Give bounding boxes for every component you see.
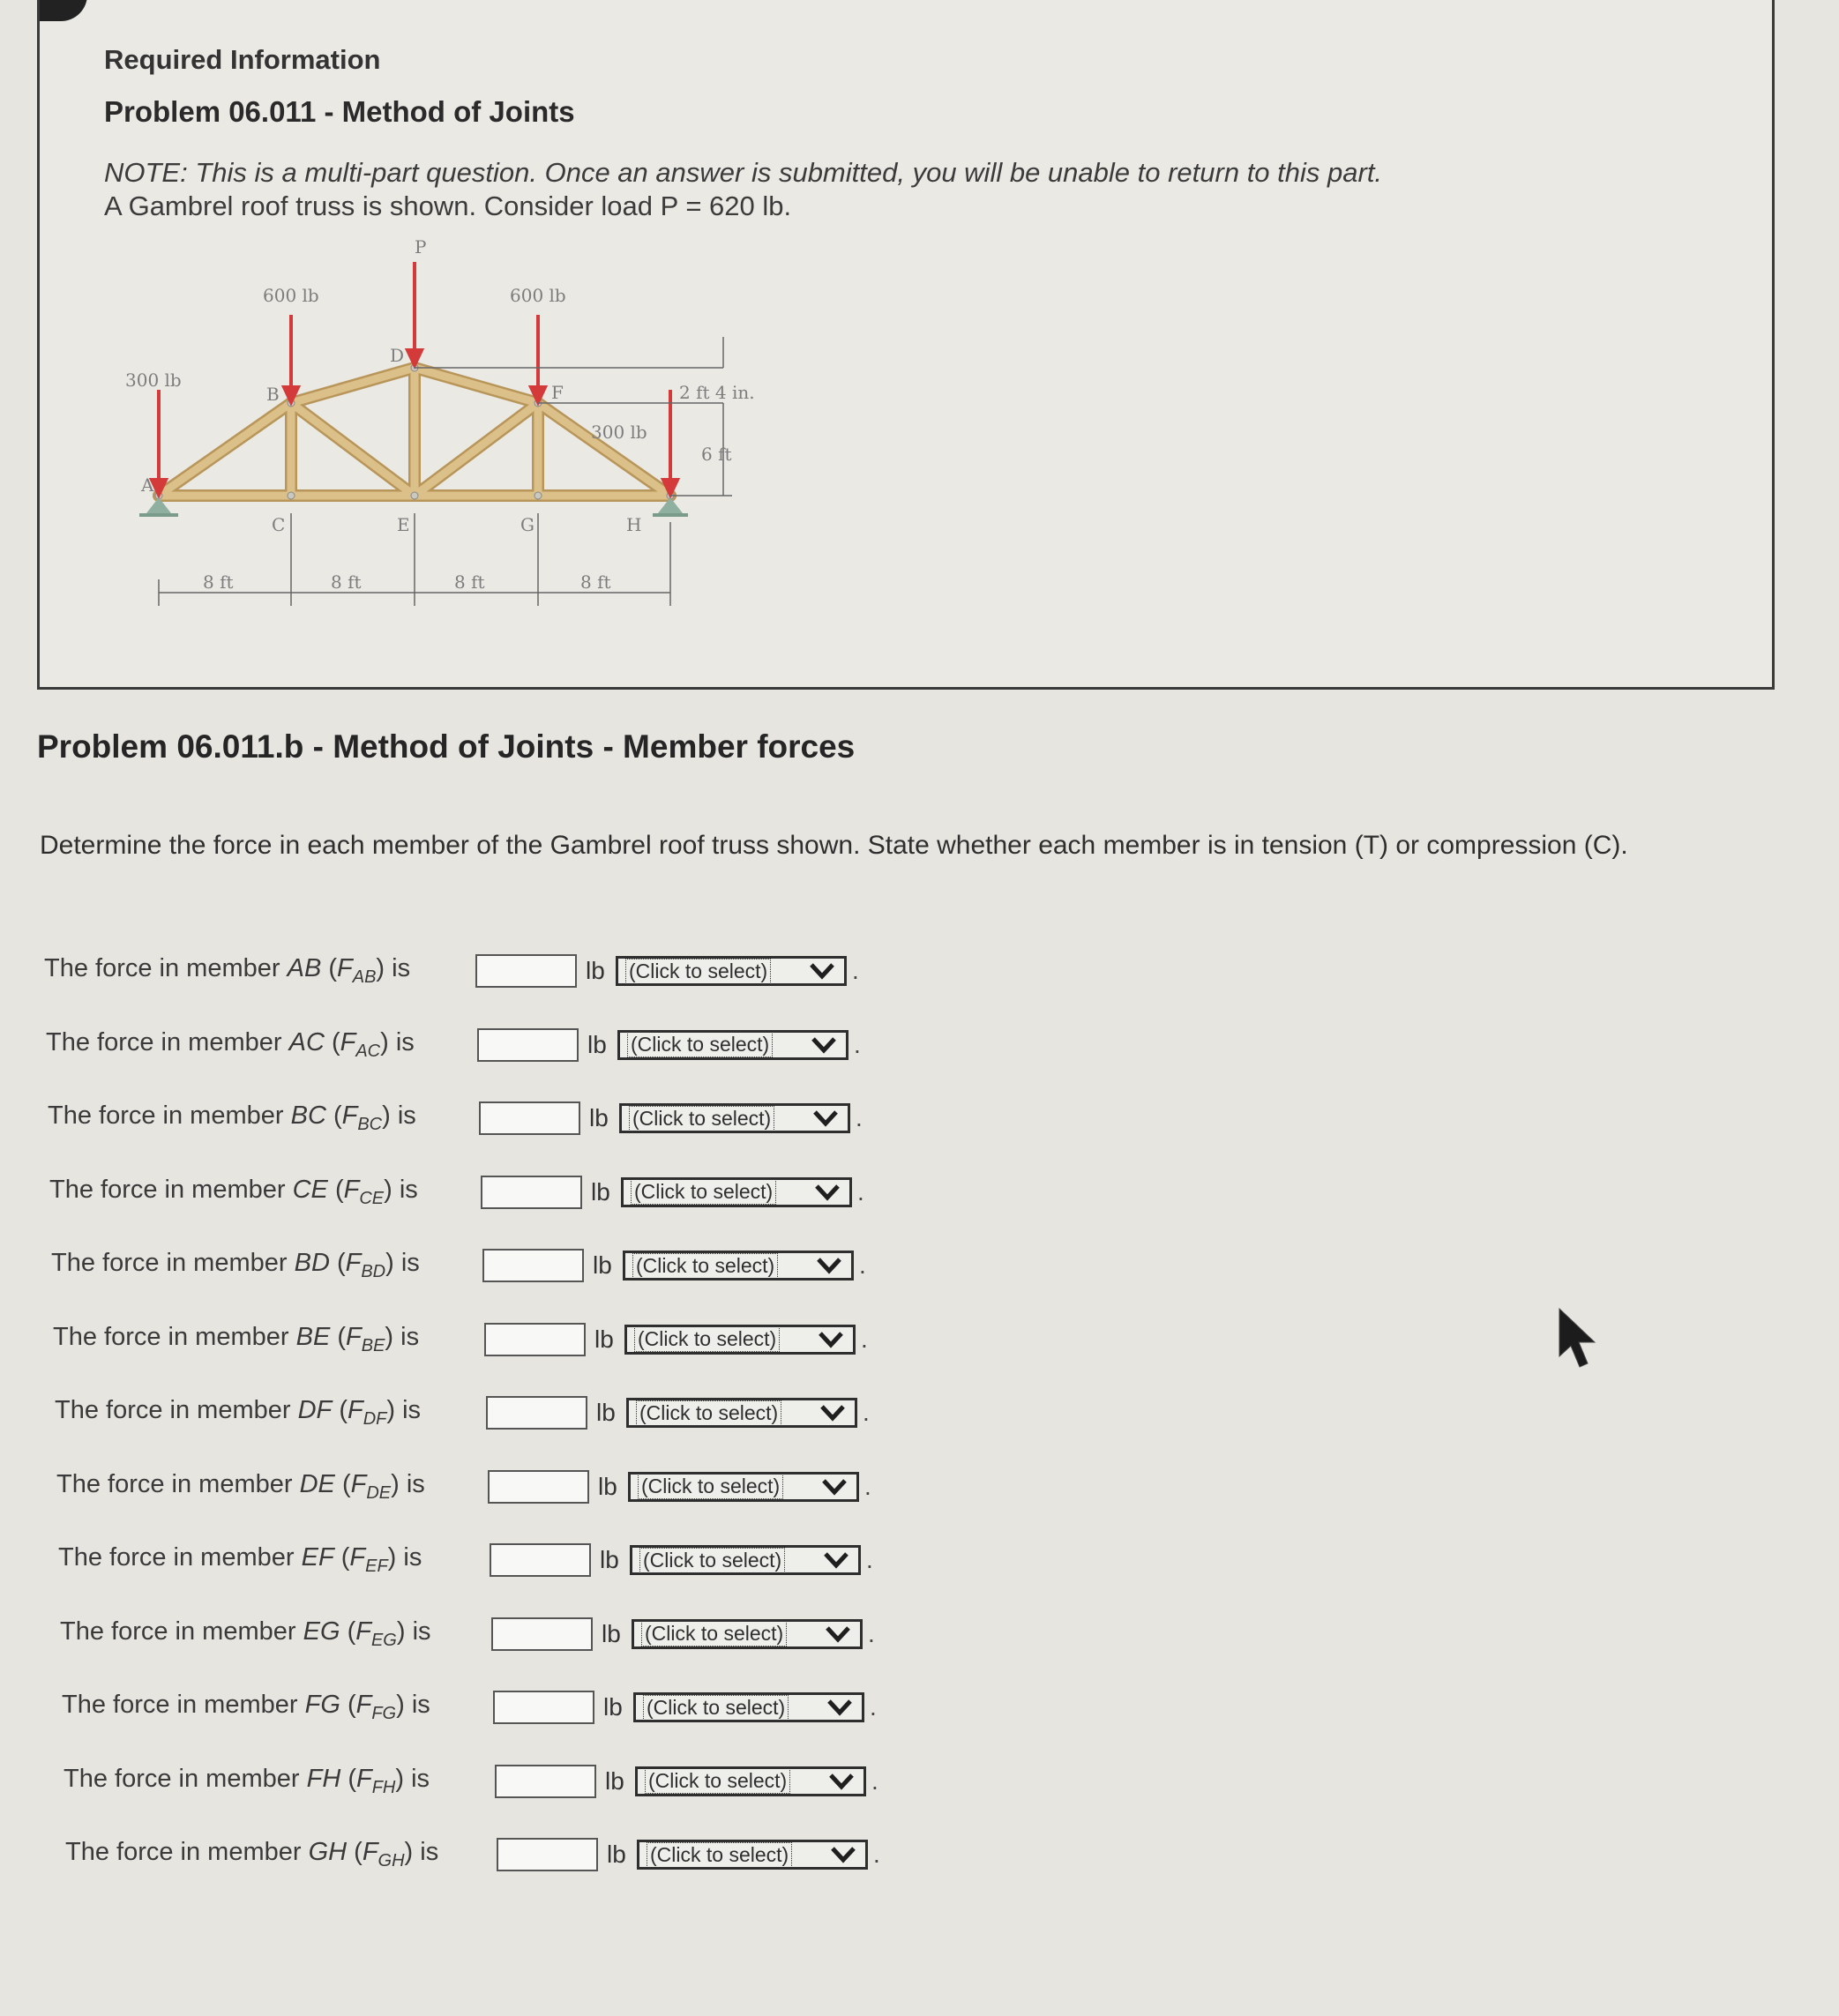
row-period: . [868,1619,875,1647]
load-h-label: 300 lb [591,422,647,443]
row-period: . [854,1030,861,1058]
force-row-ab [44,951,859,991]
tension-compression-select-eg[interactable] [632,1619,863,1649]
tension-compression-select-fg[interactable] [633,1692,864,1722]
force-row-label: The force in member CE $(F_{CE})$ is [49,1175,418,1208]
part-title: Problem 06.011.b - Method of Joints - Member forces [37,728,856,765]
problem-title: Problem 06.011 - Method of Joints [104,95,575,128]
force-row-label: The force in member AC $(F_{AC})$ is [46,1027,415,1061]
force-row-label: The force in member FG $(F_{FG})$ is [62,1691,430,1723]
joint-e-label: E [397,514,410,535]
unit-label: lb [593,1251,612,1279]
tension-compression-select-gh[interactable] [637,1840,868,1870]
load-f-label: 600 lb [510,285,566,306]
force-row-label: The force in member AB $(F_{AB})$ is [44,954,411,987]
force-input-df[interactable] [486,1396,587,1430]
joint-g-label: G [520,514,535,535]
unit-label: lb [591,1177,610,1206]
force-row-label: The force in member BD $(F_{BD})$ is [51,1249,420,1281]
select-placeholder: (Click to select) [631,1179,776,1205]
span-2-label: 8 ft [331,571,362,593]
row-period: . [859,1251,866,1279]
chevron-down-icon [830,1846,856,1863]
unit-label: lb [600,1546,619,1573]
chevron-down-icon [816,1257,842,1274]
joint-a-label: A [141,474,154,496]
tension-compression-select-bc[interactable] [619,1103,850,1133]
row-period: . [873,1841,880,1868]
joint-h-label: H [626,514,642,535]
chevron-down-icon [828,1773,855,1790]
required-info-heading: Required Information [104,44,381,75]
force-row-label: The force in member EG $(F_{EG})$ is [60,1617,431,1650]
row-period: . [871,1766,878,1795]
select-placeholder: (Click to select) [647,1842,792,1868]
dim-side-label: 6 ft [701,444,732,465]
row-period: . [857,1177,864,1206]
force-row-bd [51,1245,866,1286]
row-period: . [864,1472,871,1500]
force-row-label: The force in member BC $(F_{BC})$ is [48,1101,416,1134]
gambrel-truss-figure [115,231,803,637]
load-b-label: 600 lb [263,285,319,306]
force-row-ac [46,1025,861,1065]
tension-compression-select-be[interactable] [624,1325,856,1355]
row-period: . [852,957,859,984]
tension-compression-select-de[interactable] [628,1472,859,1502]
select-placeholder: (Click to select) [645,1768,790,1794]
chevron-down-icon [812,1109,839,1127]
span-4-label: 8 ft [580,571,611,593]
force-row-label: The force in member EF $(F_{EF})$ is [58,1543,422,1576]
load-a-label: 300 lb [125,370,182,391]
load-p-label: P [415,236,427,258]
part-instructions: Determine the force in each member of the Gambrel roof truss shown. State whether each member is in tension (T) or compression (C). [40,831,1628,860]
force-input-eg[interactable] [491,1617,593,1651]
force-row-label: The force in member FH $(F_{FH})$ is [64,1764,430,1797]
force-input-bd[interactable] [482,1249,584,1282]
force-input-fg[interactable] [493,1691,594,1724]
force-row-eg [60,1614,875,1654]
select-placeholder: (Click to select) [629,1106,774,1131]
row-period: . [866,1546,873,1573]
span-3-label: 8 ft [454,571,485,593]
unit-label: lb [607,1841,626,1868]
force-input-de[interactable] [488,1470,589,1504]
force-input-gh[interactable] [497,1838,598,1871]
chevron-down-icon [809,962,835,980]
dim-top-label: 2 ft 4 in. [679,382,755,403]
force-row-be [53,1319,868,1360]
chevron-down-icon [823,1551,849,1569]
force-row-label: The force in member BE $(F_{BE})$ is [53,1322,420,1355]
force-row-label: The force in member DF $(F_{DF})$ is [55,1396,422,1429]
row-period: . [856,1104,863,1131]
select-placeholder: (Click to select) [632,1253,778,1279]
row-period: . [863,1399,870,1426]
chevron-down-icon [826,1699,853,1716]
chevron-down-icon [819,1404,846,1422]
unit-label: lb [596,1399,616,1426]
load-description: A Gambrel roof truss is shown. Consider load P = 620 lb. [104,190,792,221]
force-input-bc[interactable] [479,1101,580,1135]
unit-label: lb [598,1472,617,1500]
select-placeholder: (Click to select) [625,959,771,984]
span-1-label: 8 ft [203,571,234,593]
row-period: . [861,1325,868,1353]
select-placeholder: (Click to select) [639,1548,785,1573]
tension-compression-select-ac[interactable] [617,1030,848,1060]
tension-compression-select-ef[interactable] [630,1545,861,1575]
force-input-ab[interactable] [475,954,577,988]
chevron-down-icon [811,1036,837,1054]
force-input-be[interactable] [484,1323,586,1356]
chevron-down-icon [814,1183,841,1201]
force-input-ef[interactable] [490,1543,591,1577]
force-row-ef [58,1540,873,1580]
tension-compression-select-fh[interactable] [635,1766,866,1796]
unit-label: lb [603,1693,623,1721]
force-row-de [56,1467,871,1507]
force-row-fg [62,1687,877,1728]
tension-compression-select-df[interactable] [626,1398,857,1428]
force-row-label: The force in member DE $(F_{DE})$ is [56,1469,425,1503]
unit-label: lb [594,1325,614,1353]
select-placeholder: (Click to select) [634,1326,780,1352]
joint-d-label: D [390,345,405,366]
joint-f-label: F [551,382,564,403]
unit-label: lb [605,1766,624,1795]
joint-b-label: B [266,384,280,405]
unit-label: lb [602,1619,621,1647]
joint-c-label: C [272,514,286,535]
force-input-ce[interactable] [481,1176,582,1209]
unit-label: lb [587,1030,607,1058]
force-row-df [55,1393,870,1433]
unit-label: lb [589,1104,609,1131]
select-placeholder: (Click to select) [627,1032,773,1057]
unit-label: lb [586,957,605,984]
select-placeholder: (Click to select) [641,1621,787,1646]
row-period: . [870,1693,877,1721]
mouse-cursor-icon [1556,1307,1602,1370]
multipart-note: NOTE: This is a multi-part question. Once an answer is submitted, you will be unable to return to this part. [104,157,1383,188]
info-icon [40,0,87,21]
select-placeholder: (Click to select) [643,1695,789,1721]
force-row-ce [49,1172,864,1213]
select-placeholder: (Click to select) [638,1474,783,1499]
force-row-label: The force in member GH $(F_{GH})$ is [65,1838,439,1870]
force-row-fh [64,1761,878,1802]
tension-compression-select-ce[interactable] [621,1177,852,1207]
force-row-bc [48,1098,863,1139]
select-placeholder: (Click to select) [636,1400,781,1426]
chevron-down-icon [825,1625,851,1643]
chevron-down-icon [821,1478,848,1496]
force-row-gh [65,1834,880,1875]
force-input-fh[interactable] [495,1765,596,1798]
tension-compression-select-bd[interactable] [623,1251,854,1281]
force-input-ac[interactable] [477,1028,579,1062]
tension-compression-select-ab[interactable] [616,956,847,986]
chevron-down-icon [818,1331,844,1348]
